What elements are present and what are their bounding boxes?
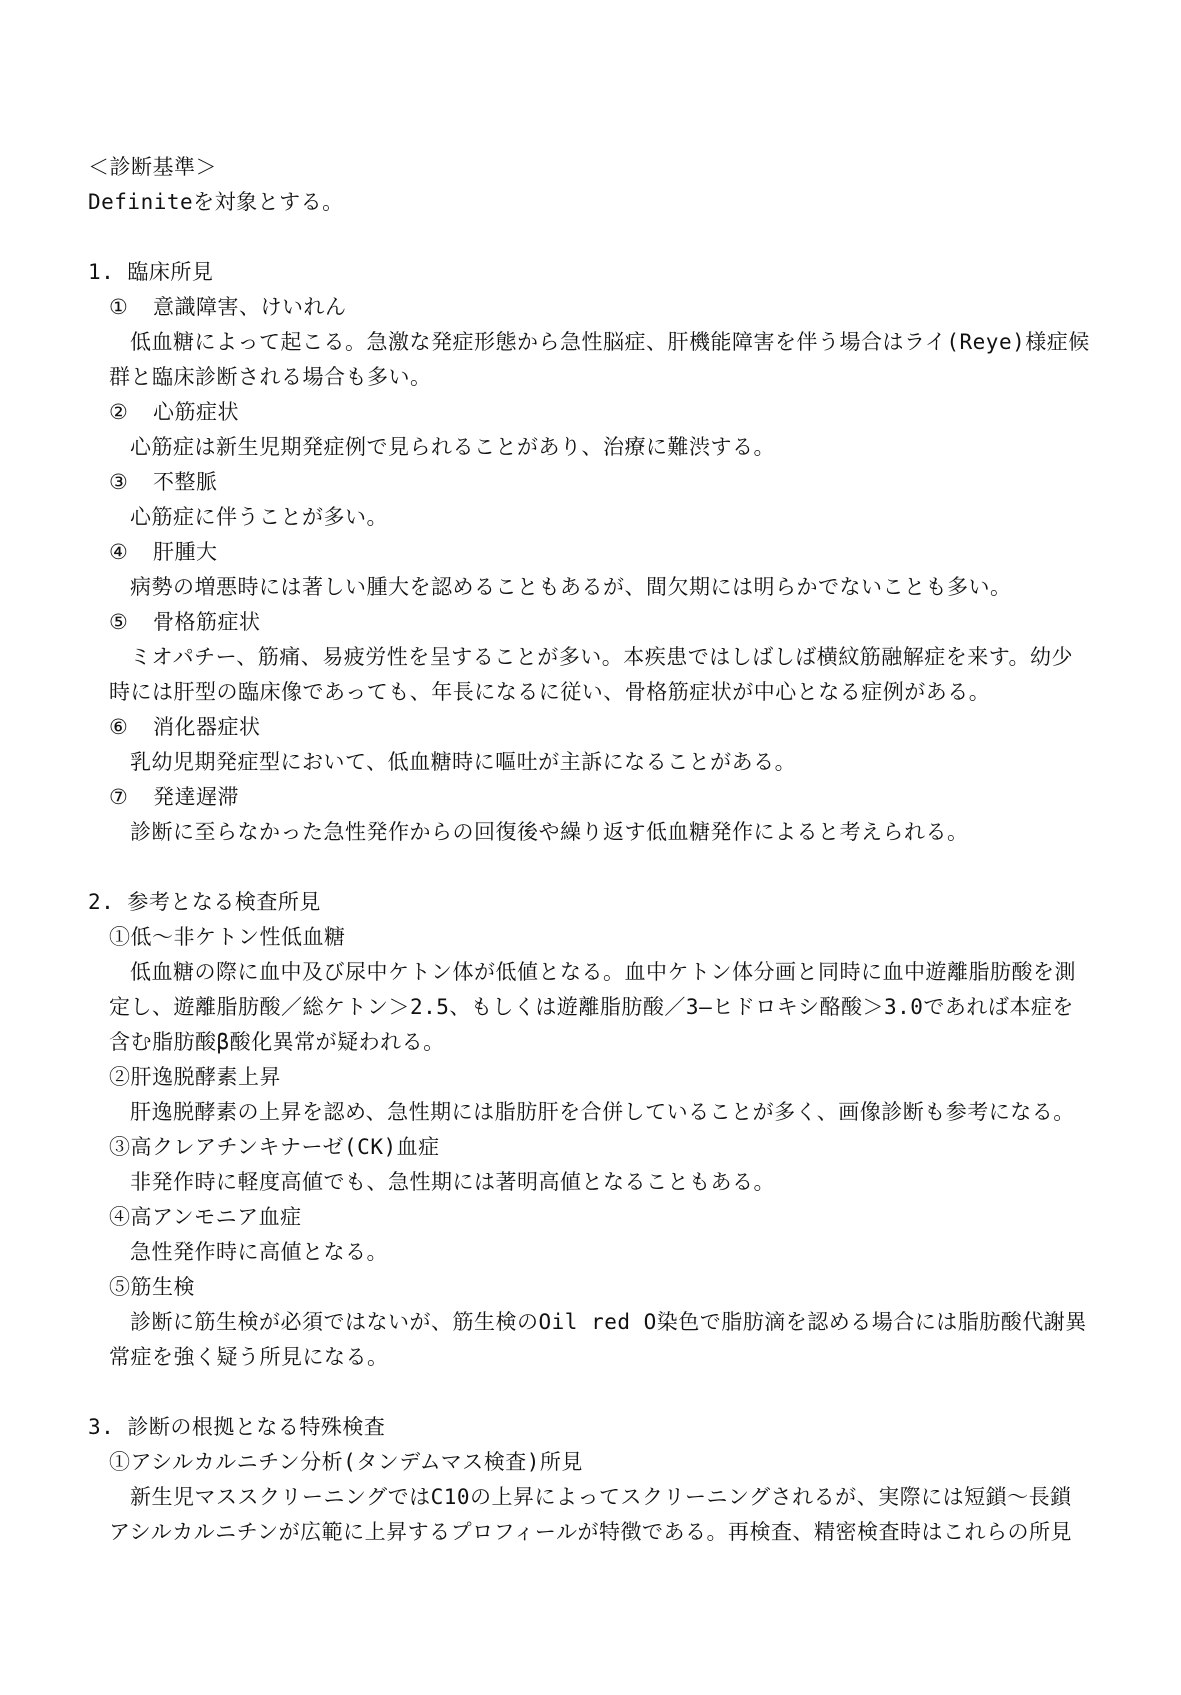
item-body-line: 含む脂肪酸β酸化異常が疑われる。 (109, 1030, 445, 1054)
list-item-title: ①低～非ケトン性低血糖 (109, 925, 346, 949)
document-title: ＜診断基準＞ (88, 155, 217, 179)
item-body-line: アシルカルニチンが広範に上昇するプロフィールが特徴である。再検査、精密検査時はこれらの所見 (109, 1520, 1072, 1544)
item-number: ② (109, 400, 129, 424)
list-item-title (88, 395, 1098, 430)
item-number: ① (109, 295, 129, 319)
item-body-line: 低血糖の際に血中及び尿中ケトン体が低値となる。血中ケトン体分画と同時に血中遊離脂肪酸を測 (130, 960, 1076, 984)
list-item-title (88, 465, 1098, 500)
section-heading: 3. 診断の根拠となる特殊検査 (88, 1415, 386, 1439)
item-title: 意識障害、けいれん (153, 295, 347, 319)
item-body-line: 診断に筋生検が必須ではないが、筋生検のOil red O染色で脂肪滴を認める場合には脂肪酸代謝異 (130, 1310, 1087, 1334)
item-body-line: 乳幼児期発症型において、低血糖時に嘔吐が主訴になることがある。 (130, 750, 797, 774)
list-item-title (88, 605, 1098, 640)
item-body-line: 時には肝型の臨床像であっても、年長になるに従い、骨格筋症状が中心となる症例がある。 (109, 680, 991, 704)
list-item-title: ①アシルカルニチン分析(タンデムマス検査)所見 (109, 1450, 583, 1474)
item-title: 肝腫大 (153, 540, 218, 564)
list-item-title: ④高アンモニア血症 (109, 1205, 302, 1229)
item-title: 発達遅滞 (153, 785, 239, 809)
item-body-line: 肝逸脱酵素の上昇を認め、急性期には脂肪肝を合併していることが多く、画像診断も参考になる。 (130, 1100, 1075, 1124)
spacer (88, 220, 1098, 255)
document-subtitle: Definiteを対象とする。 (88, 190, 344, 214)
item-body-line: 非発作時に軽度高値でも、急性期には著明高値となることもある。 (130, 1170, 775, 1194)
list-item-title (88, 535, 1098, 570)
item-number: ⑦ (109, 785, 129, 809)
item-title: 心筋症状 (153, 400, 239, 424)
item-body-line: 低血糖によって起こる。急激な発症形態から急性脳症、肝機能障害を伴う場合はライ(Reye)様症候 (130, 330, 1090, 354)
item-body-line: 急性発作時に高値となる。 (130, 1240, 388, 1264)
list-item-title: ②肝逸脱酵素上昇 (109, 1065, 281, 1089)
list-item-title (88, 710, 1098, 745)
item-body-line: 心筋症に伴うことが多い。 (130, 505, 388, 529)
list-item-title: ③高クレアチンキナーゼ(CK)血症 (109, 1135, 440, 1159)
spacer (88, 1375, 1098, 1410)
item-title: 不整脈 (153, 470, 218, 494)
item-number: ⑤ (109, 610, 129, 634)
item-number: ③ (109, 470, 129, 494)
list-item-title (88, 290, 1098, 325)
list-item-title: ⑤筋生検 (109, 1275, 195, 1299)
section-heading: 1. 臨床所見 (88, 260, 214, 284)
spacer (88, 850, 1098, 885)
item-body-line: 常症を強く疑う所見になる。 (109, 1345, 389, 1369)
item-number: ④ (109, 540, 129, 564)
section-heading: 2. 参考となる検査所見 (88, 890, 321, 914)
list-item-title (88, 780, 1098, 815)
item-title: 消化器症状 (153, 715, 261, 739)
document-page (88, 150, 1098, 1550)
item-title: 骨格筋症状 (153, 610, 261, 634)
item-body-line: 新生児マススクリーニングではC10の上昇によってスクリーニングされるが、実際には短鎖～長鎖 (130, 1485, 1072, 1509)
item-body-line: 群と臨床診断される場合も多い。 (109, 365, 432, 389)
item-body-line: 診断に至らなかった急性発作からの回復後や繰り返す低血糖発作によると考えられる。 (130, 820, 969, 844)
item-body-line: 病勢の増悪時には著しい腫大を認めることもあるが、間欠期には明らかでないことも多い。 (130, 575, 1012, 599)
item-number: ⑥ (109, 715, 129, 739)
item-body-line: 定し、遊離脂肪酸／総ケトン＞2.5、もしくは遊離脂肪酸／3―ヒドロキシ酪酸＞3.0であれば本症を (109, 995, 1074, 1019)
item-body-line: 心筋症は新生児期発症例で見られることがあり、治療に難渋する。 (130, 435, 775, 459)
item-body-line: ミオパチー、筋痛、易疲労性を呈することが多い。本疾患ではしばしば横紋筋融解症を来す。幼少 (130, 645, 1074, 669)
